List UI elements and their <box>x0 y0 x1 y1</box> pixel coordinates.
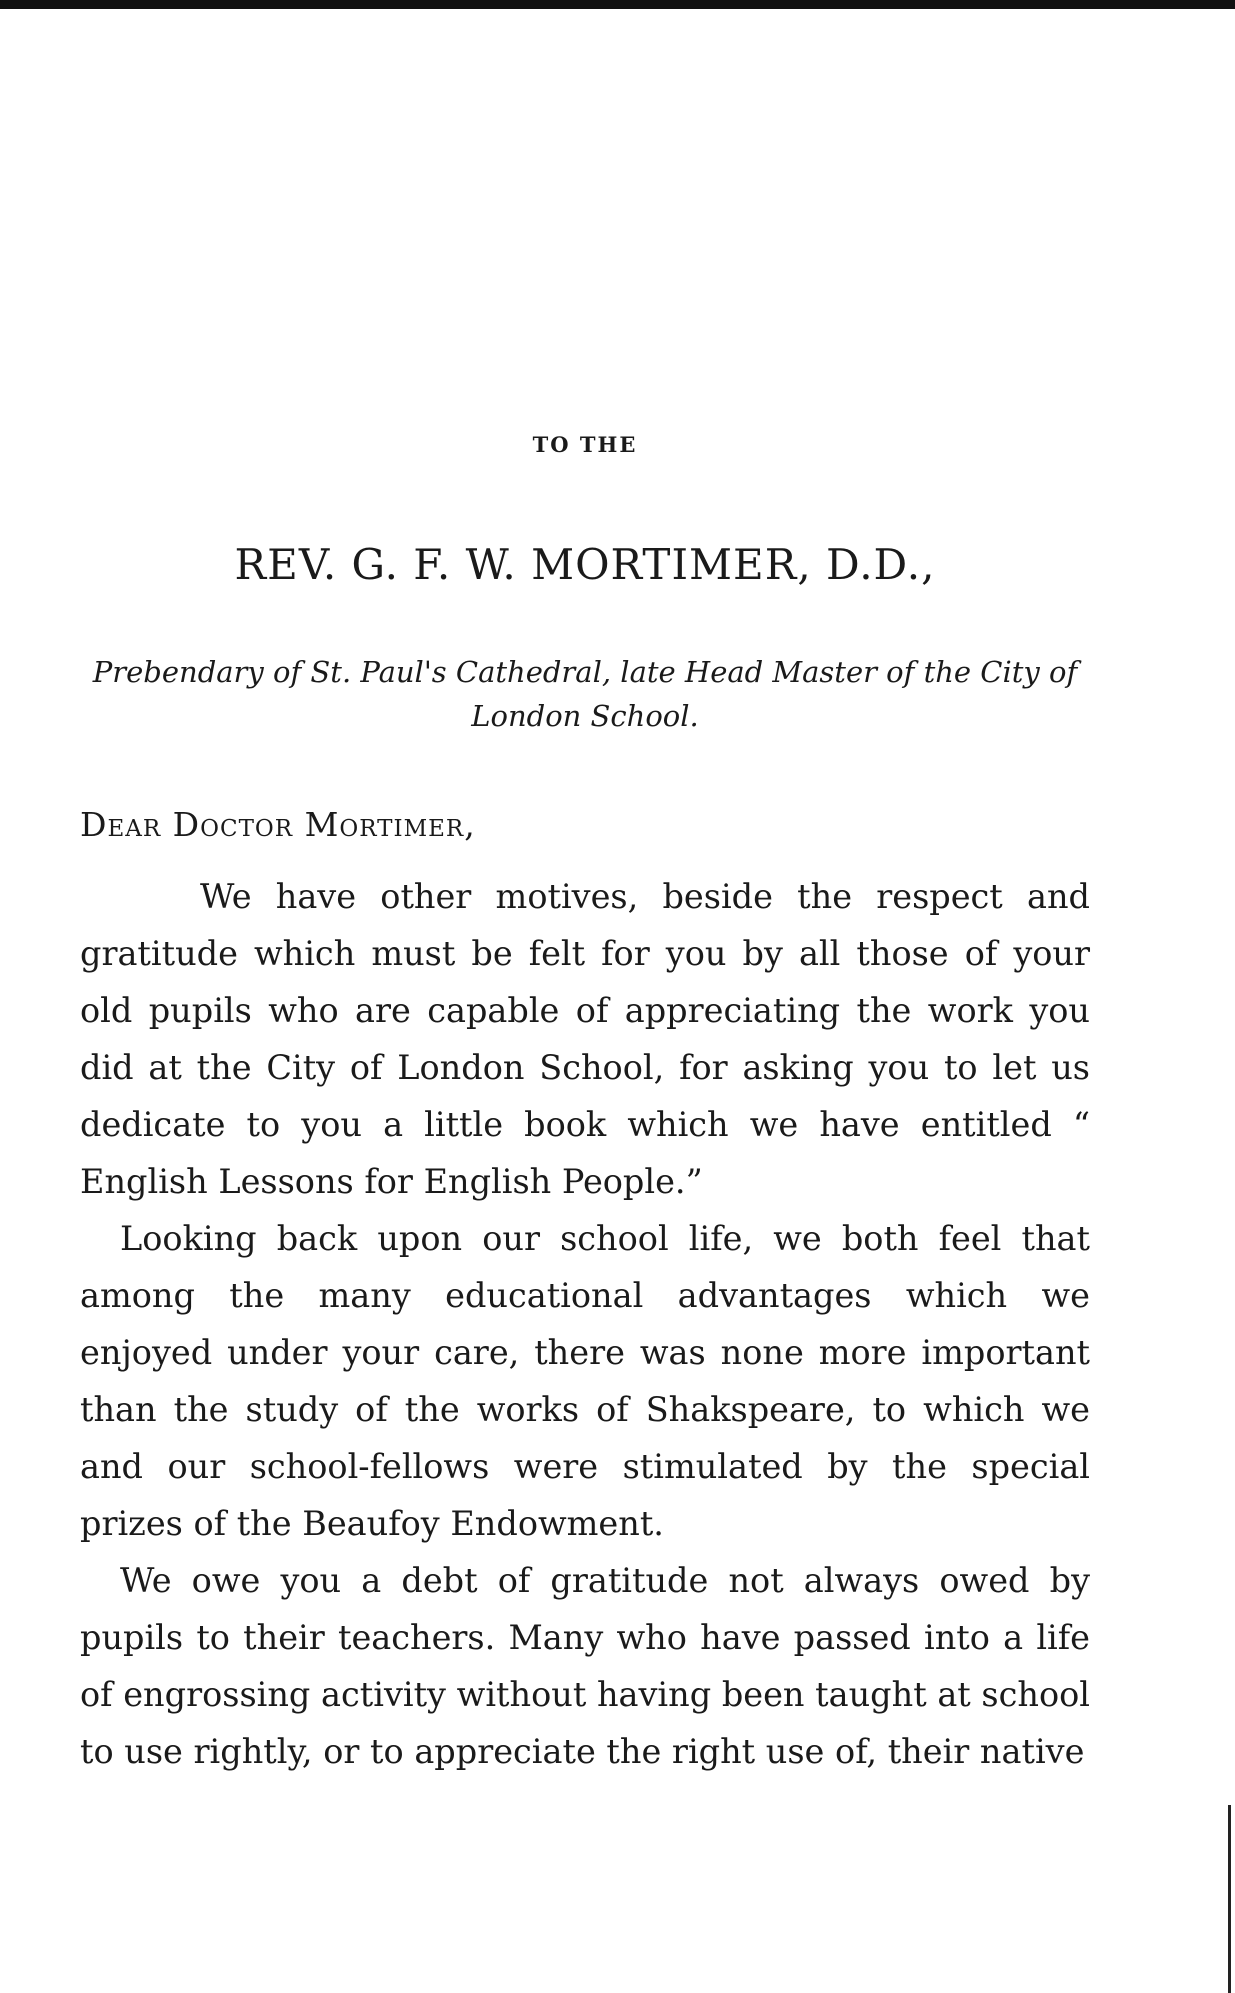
subtitle-line-2: London School. <box>471 699 699 733</box>
top-border <box>0 0 1235 9</box>
paragraph-3: We owe you a debt of gratitude not always owed by pupils to their teachers. Many who have passed into a life of engrossing activity without having been taught at school to use rightly, or to appreciate the right use of, their native <box>80 1561 1090 1771</box>
dedication-to-the: TO THE <box>532 432 638 457</box>
paragraph-1: We have other motives, beside the respect and gratitude which must be felt for you by all those of your old pupils who are capable of appreciating the work you did at the City of London School, for asking you to let us dedicate to you a little book which we have entitled “ English Lessons for English People.” <box>80 877 1090 1201</box>
dedication-title: REV. G. F. W. MORTIMER, D.D., <box>234 540 936 589</box>
paragraph-2: Looking back upon our school life, we both feel that among the many educational advantages which we enjoyed under your care, there was none more important than the study of the works of Shakspeare, to which we and our school-fellows were stimulated by the special prizes of the Beaufoy Endowment. <box>80 1219 1090 1543</box>
dedication-subtitle <box>80 650 1090 738</box>
page-edge-mark <box>1228 1805 1231 1993</box>
letter-salutation: Dear Doctor Mortimer, <box>80 805 476 844</box>
subtitle-line-1: Prebendary of St. Paul's Cathedral, late Head Master of the City of <box>92 655 1078 689</box>
letter-body <box>80 868 1090 1780</box>
